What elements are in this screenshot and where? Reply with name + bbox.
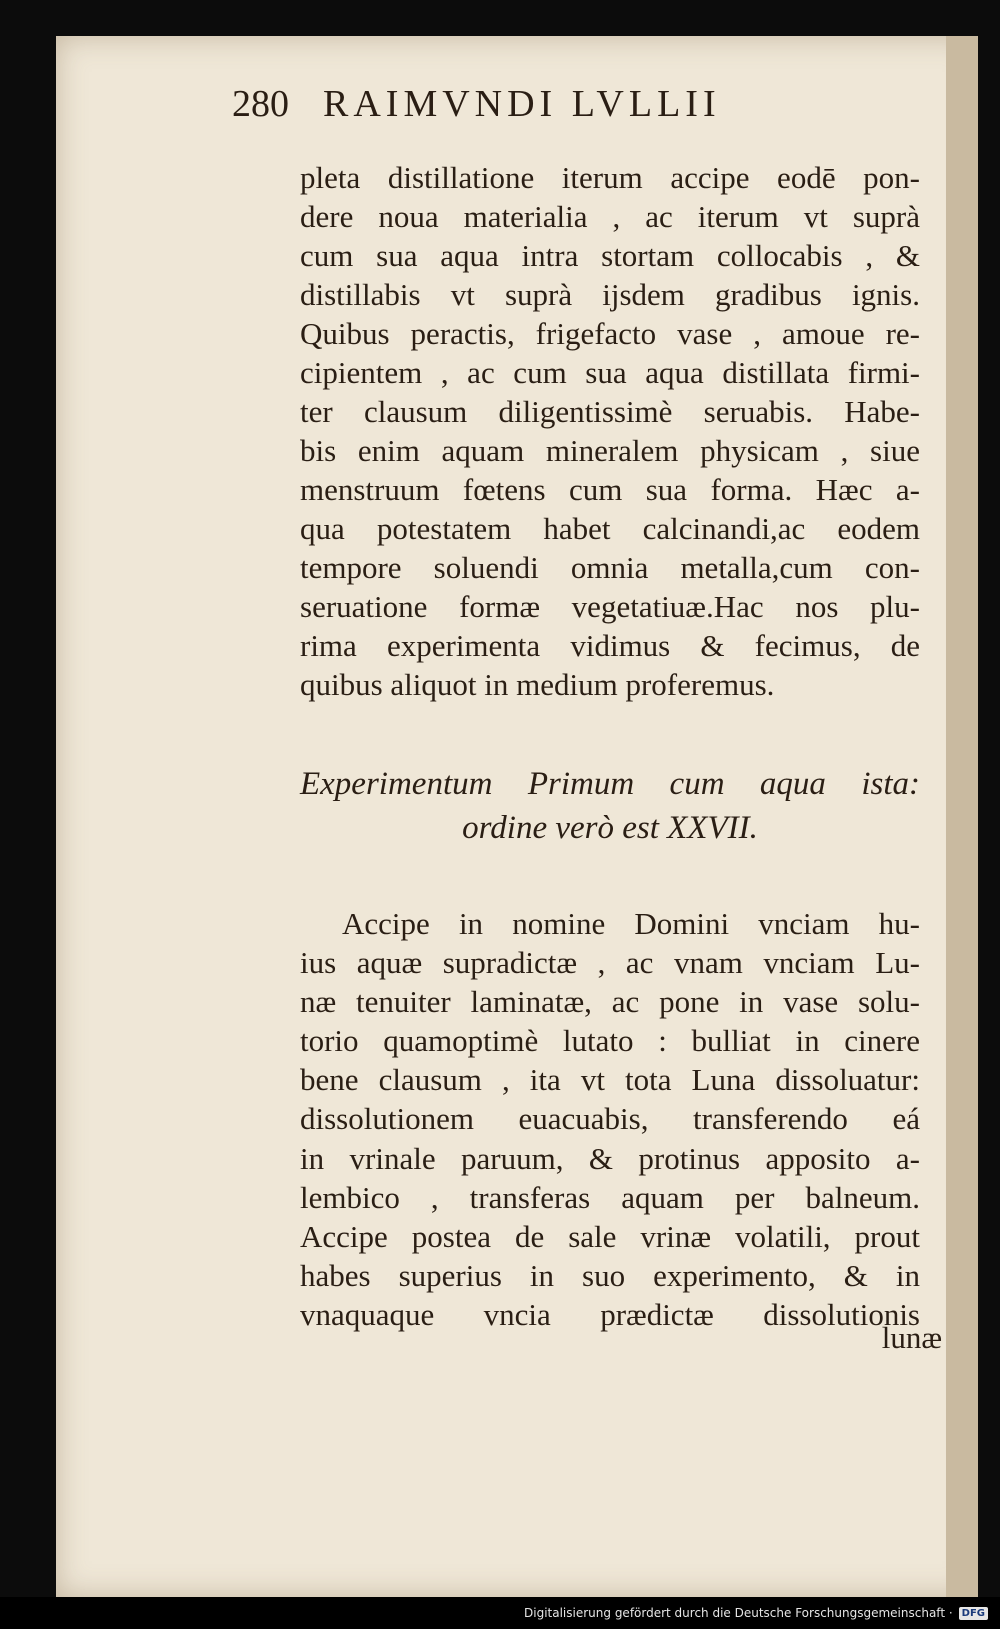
- text-line: Accipe postea de sale vrinæ volatili, prout: [300, 1218, 920, 1254]
- text-line: distillabis vt suprà ijsdem gradibus ignis.: [300, 277, 920, 312]
- footer-credit: Digitalisierung gefördert durch die Deutsche Forschungsgemeinschaft ·: [524, 1606, 953, 1620]
- text-line: pleta distillatione iterum accipe eodē pon-: [300, 160, 920, 195]
- page-header: [232, 82, 872, 142]
- text-line: cum sua aqua intra stortam collocabis , &: [300, 238, 920, 273]
- catchword: lunæ: [881, 1320, 942, 1355]
- text-line: ius aquæ supradictæ , ac vnam vnciam Lu-: [300, 945, 920, 981]
- text-line: seruatione formæ vegetatiuæ.Hac nos plu-: [300, 589, 920, 624]
- text-line: bene clausum , ita vt tota Luna dissoluatur:: [300, 1062, 920, 1098]
- text-line: dissolutionem euacuabis, transferendo eá: [300, 1101, 920, 1137]
- heading-line: Experimentum Primum cum aqua ista:: [300, 766, 920, 802]
- text-line: lembico , transferas aquam per balneum.: [300, 1179, 920, 1215]
- text-line: bis enim aquam mineralem physicam , siue: [300, 433, 920, 468]
- text-line: qua potestatem habet calcinandi,ac eodem: [300, 511, 920, 546]
- heading-line: ordine verò est XXVII.: [462, 810, 758, 846]
- text-line: menstruum fœtens cum sua forma. Hæc a-: [300, 472, 920, 507]
- text-line: vnaquaque vncia prædictæ dissolutionis: [300, 1296, 920, 1332]
- running-head: RAIMVNDI LVLLII: [323, 83, 721, 125]
- text-line: tempore soluendi omnia metalla,cum con-: [300, 550, 920, 585]
- text-line: in vrinale paruum, & protinus apposito a-: [300, 1140, 920, 1176]
- text-line: dere noua materialia , ac iterum vt suprà: [300, 199, 920, 234]
- text-line: ter clausum diligentissimè seruabis. Habe-: [300, 394, 920, 429]
- section-heading: [300, 762, 920, 850]
- dfg-logo-icon[interactable]: DFG: [959, 1607, 988, 1620]
- page-edge: [946, 36, 978, 1597]
- text-line: næ tenuiter laminatæ, ac pone in vase solu-: [300, 984, 920, 1020]
- text-line: Quibus peractis, frigefacto vase , amoue re-: [300, 316, 920, 351]
- text-line: quibus aliquot in medium proferemus.: [300, 667, 775, 702]
- text-line: habes superius in suo experimento, & in: [300, 1257, 920, 1293]
- footer-bar: [0, 1597, 1000, 1629]
- paragraph-1: [300, 158, 920, 704]
- text-line: cipientem , ac cum sua aqua distillata firmi-: [300, 355, 920, 390]
- page-number: 280: [232, 83, 289, 125]
- paragraph-2: [300, 904, 920, 1334]
- text-line: torio quamoptimè lutato : bulliat in cinere: [300, 1023, 920, 1059]
- text-line: rima experimenta vidimus & fecimus, de: [300, 628, 920, 663]
- text-line: Accipe in nomine Domini vnciam hu-: [342, 906, 920, 941]
